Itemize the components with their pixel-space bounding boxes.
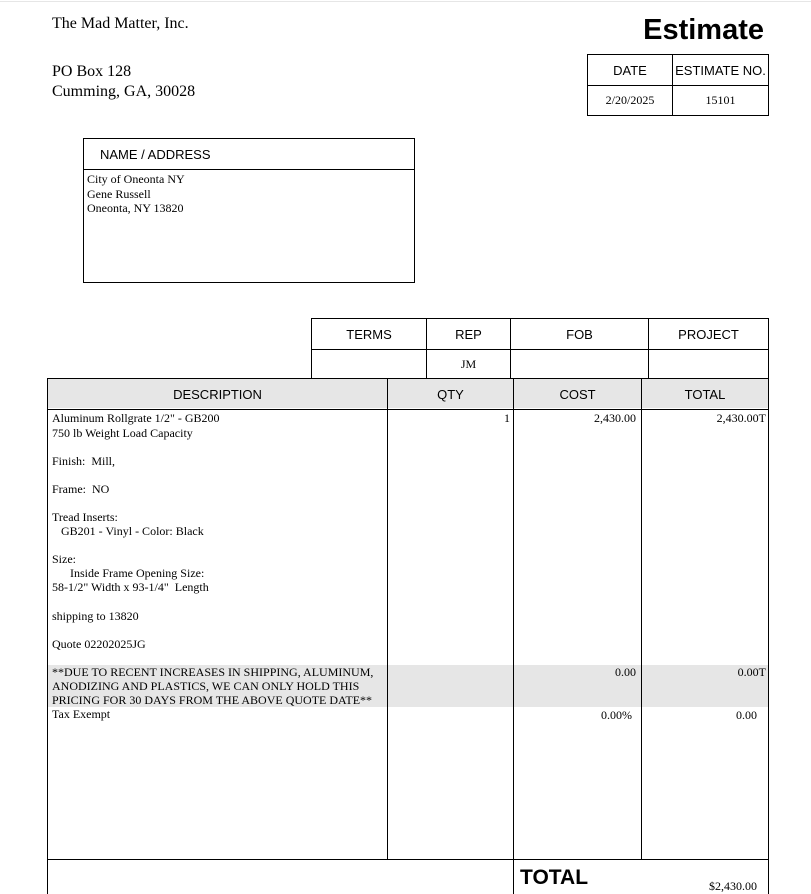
description-line: Finish: Mill, xyxy=(52,454,116,468)
rep-value: JM xyxy=(460,357,477,371)
terms-value xyxy=(312,350,426,379)
description-line: PRICING FOR 30 DAYS FROM THE ABOVE QUOTE DATE** xyxy=(52,693,373,707)
estimate-no-header: ESTIMATE NO. xyxy=(675,62,766,78)
fob-header: FOB xyxy=(566,326,593,342)
description-line: **DUE TO RECENT INCREASES IN SHIPPING, ALUMINUM, xyxy=(52,665,374,679)
qty-header: QTY xyxy=(437,386,464,402)
row1-cost: 2,430.00 xyxy=(594,411,636,425)
description-line: Tax Exempt xyxy=(52,707,111,721)
company-address-line2: Cumming, GA, 30028 xyxy=(52,83,196,100)
description-line: Inside Frame Opening Size: xyxy=(52,566,205,580)
description-line: 750 lb Weight Load Capacity xyxy=(52,426,193,440)
row2-total: 0.00T xyxy=(737,665,766,679)
description-line: Tread Inserts: xyxy=(52,510,118,524)
date-header: DATE xyxy=(613,62,647,78)
total-amount: $2,430.00 xyxy=(709,879,757,893)
cost-header: COST xyxy=(559,386,596,402)
company-name: The Mad Matter, Inc. xyxy=(52,15,189,32)
terms-header: TERMS xyxy=(346,326,392,342)
bill-to-line: City of Oneonta NY xyxy=(87,172,185,186)
top-edge-line xyxy=(0,1,811,2)
date-value: 2/20/2025 xyxy=(605,93,655,107)
document-title: Estimate xyxy=(643,14,764,46)
description-line: Frame: NO xyxy=(52,482,110,496)
total-label: TOTAL xyxy=(520,866,589,889)
row3-total: 0.00 xyxy=(736,708,757,722)
row3-cost: 0.00% xyxy=(601,708,632,722)
description-line: 58-1/2" Width x 93-1/4" Length xyxy=(52,580,209,594)
bill-to-line: Oneonta, NY 13820 xyxy=(87,201,184,215)
fob-value xyxy=(511,350,648,379)
row2-cost: 0.00 xyxy=(615,665,636,679)
date-estimate-box xyxy=(587,54,769,116)
description-line: GB201 - Vinyl - Color: Black xyxy=(52,524,204,538)
description-line: shipping to 13820 xyxy=(52,609,139,623)
terms-table xyxy=(311,318,769,380)
company-address-line1: PO Box 128 xyxy=(52,63,132,80)
estimate-no-value: 15101 xyxy=(705,93,736,107)
total-header: TOTAL xyxy=(684,386,726,402)
description-line: Size: xyxy=(52,552,76,566)
name-address-header: NAME / ADDRESS xyxy=(100,147,211,162)
items-table xyxy=(47,378,769,894)
rep-header: REP xyxy=(455,326,482,342)
description-line: ANODIZING AND PLASTICS, WE CAN ONLY HOLD THIS xyxy=(52,679,360,693)
name-address-box xyxy=(83,138,415,283)
bill-to-line: Gene Russell xyxy=(87,187,151,201)
description-line: Aluminum Rollgrate 1/2" - GB200 xyxy=(52,411,220,425)
description-header: DESCRIPTION xyxy=(173,386,262,402)
description-line: Quote 02202025JG xyxy=(52,637,146,651)
row1-total: 2,430.00T xyxy=(716,411,766,425)
project-header: PROJECT xyxy=(678,326,739,342)
row1-qty: 1 xyxy=(504,411,510,425)
project-value xyxy=(649,350,768,379)
